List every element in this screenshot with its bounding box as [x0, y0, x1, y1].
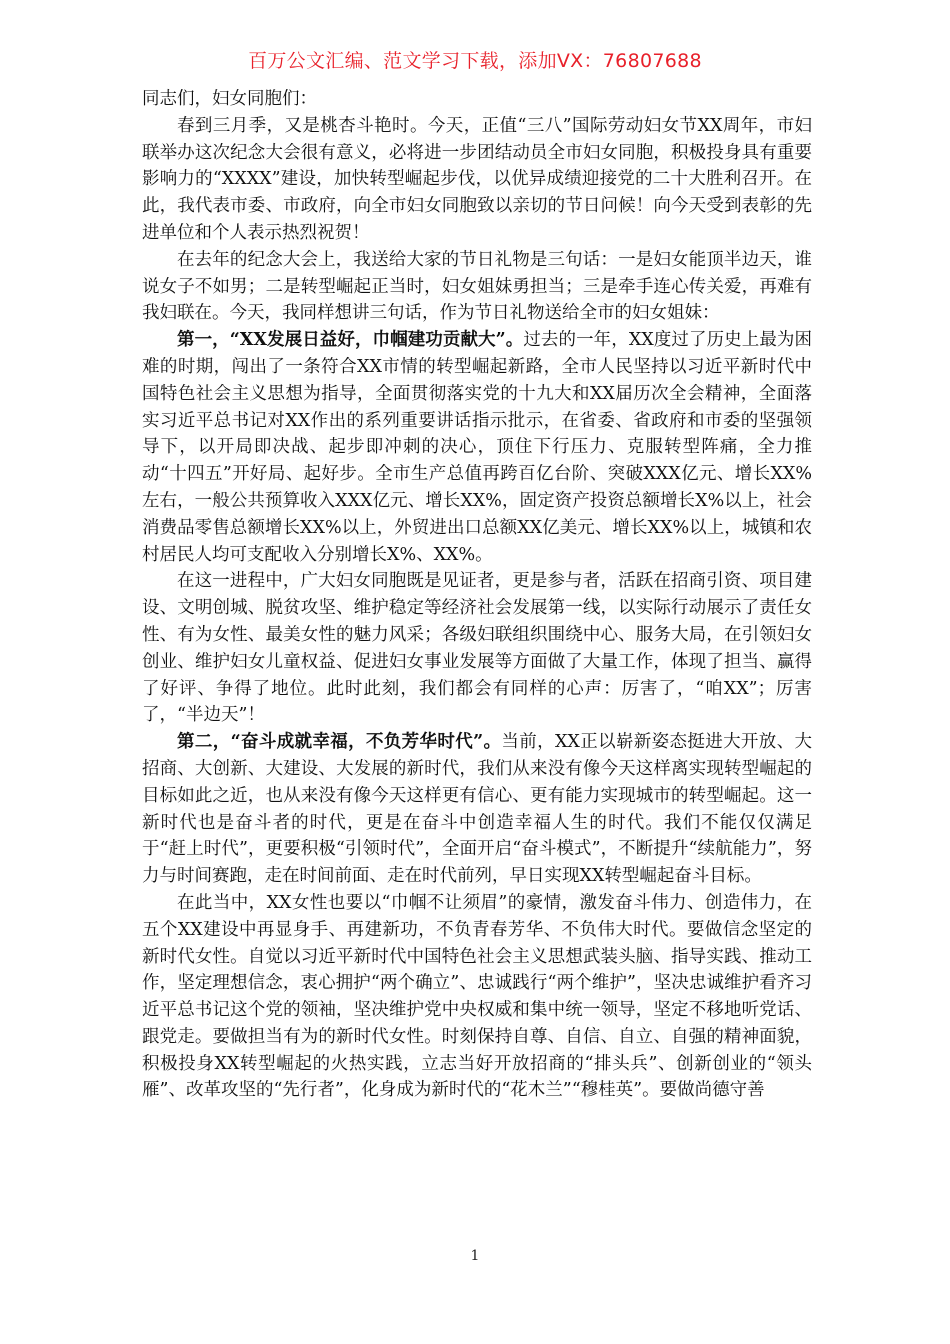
- second-point-heading: 第二，“奋斗成就幸福，不负芳华时代”。: [177, 732, 502, 753]
- paragraph-new-era-women: 在此当中，XX女性也要以“巾帼不让须眉”的豪情，激发奋斗伟力、创造伟力，在五个XX建设中再显身手、再建新功，不负青春芳华、不负伟大时代。要做信念坚定的新时代女性。自觉以习近平新时代中国特色社会主义思想武装头脑、指导实践、推动工作，坚定理想信念，衷心拥护“两个确立”、忠诚践行“两个维护”，坚决忠诚维护看齐习近平总书记这个党的领袖，坚决维护党中央权威和集中统一领导，坚定不移地听党话、跟党走。要做担当有为的新时代女性。时刻保持自尊、自信、自立、自强的精神面貌，积极投身XX转型崛起的火热实践，立志当好开放招商的“排头兵”、创新创业的“领头雁”、改革攻坚的“先行者”，化身成为新时代的“花木兰”“穆桂英”。要做尚德守善: [142, 892, 812, 1101]
- first-point-body: 过去的一年，XX度过了历史上最为困难的时期，闯出了一条符合XX市情的转型崛起新路，全市人民坚持以习近平新时代中国特色社会主义思想为指导，全面贯彻落实党的十九大和XX届历次全会精神，全面落实习近平总书记对XX作出的系列重要讲话指示批示，在省委、省政府和市委的坚强领导下，以开局即决战、起步即冲刺的决心，顶住下行压力、克服转型阵痛，全力推动“十四五”开好局、起好步。全市生产总值再跨百亿台阶、突破XXX亿元、增长XX%左右，一般公共预算收入XXX亿元、增长XX%，固定资产投资总额增长X%以上，社会消费品零售总额增长XX%以上，外贸进出口总额XX亿美元、增长XX%以上，城镇和农村居民人均可支配收入分别增长X%、XX%。: [142, 330, 812, 565]
- paragraph-opening: 春到三月季，又是桃杏斗艳时。今天，正值“三八”国际劳动妇女节XX周年，市妇联举办这次纪念大会很有意义，必将进一步团结动员全市妇女同胞，积极投身具有重要影响力的“XXXX”建设，加快转型崛起步伐，以优异成绩迎接党的二十大胜利召开。在此，我代表市委、市政府，向全市妇女同胞致以亲切的节日问候！向今天受到表彰的先进单位和个人表示热烈祝贺！: [142, 115, 812, 243]
- speech-body: [142, 86, 812, 1104]
- paragraph-women-contribution: 在这一进程中，广大妇女同胞既是见证者，更是参与者，活跃在招商引资、项目建设、文明创城、脱贫攻坚、维护稳定等经济社会发展第一线，以实际行动展示了责任女性、有为女性、最美女性的魅力风采；各级妇联组织围绕中心、服务大局，在引领妇女创业、维护妇女儿童权益、促进妇女事业发展等方面做了大量工作，体现了担当、赢得了好评、争得了地位。此时此刻，我们都会有同样的心声：厉害了，“咱XX”；厉害了，“半边天”！: [142, 571, 812, 726]
- first-point-heading: 第一，“XX发展日益好，巾帼建功贡献大”。: [177, 330, 524, 351]
- paragraph-first-point: [142, 327, 812, 568]
- download-watermark-header: 百万公文汇编、范文学习下载，添加VX：76807688: [248, 50, 702, 72]
- second-point-body: 当前，XX正以崭新姿态挺进大开放、大招商、大创新、大建设、大发展的新时代，我们从来没有像今天这样离实现转型崛起的目标如此之近，也从来没有像今天这样更有信心、更有能力实现城市的转型崛起。这一新时代也是奋斗者的时代，更是在奋斗中创造幸福人生的时代。我们不能仅仅满足于“赶上时代”，更要积极“引领时代”，全面开启“奋斗模式”，不断提升“续航能力”，努力与时间赛跑，走在时间前面、走在时代前列，早日实现XX转型崛起奋斗目标。: [142, 732, 812, 887]
- page-number: 1: [470, 1248, 480, 1264]
- salutation: 同志们，妇女同胞们：: [142, 89, 317, 109]
- paragraph-last-year-gift: 在去年的纪念大会上，我送给大家的节日礼物是三句话：一是妇女能顶半边天，谁说女子不如男；二是转型崛起正当时，妇女姐妹勇担当；三是牵手连心传关爱，再难有我妇联在。今天，我同样想讲三句话，作为节日礼物送给全市的妇女姐妹：: [142, 249, 812, 324]
- paragraph-second-point: [142, 729, 812, 890]
